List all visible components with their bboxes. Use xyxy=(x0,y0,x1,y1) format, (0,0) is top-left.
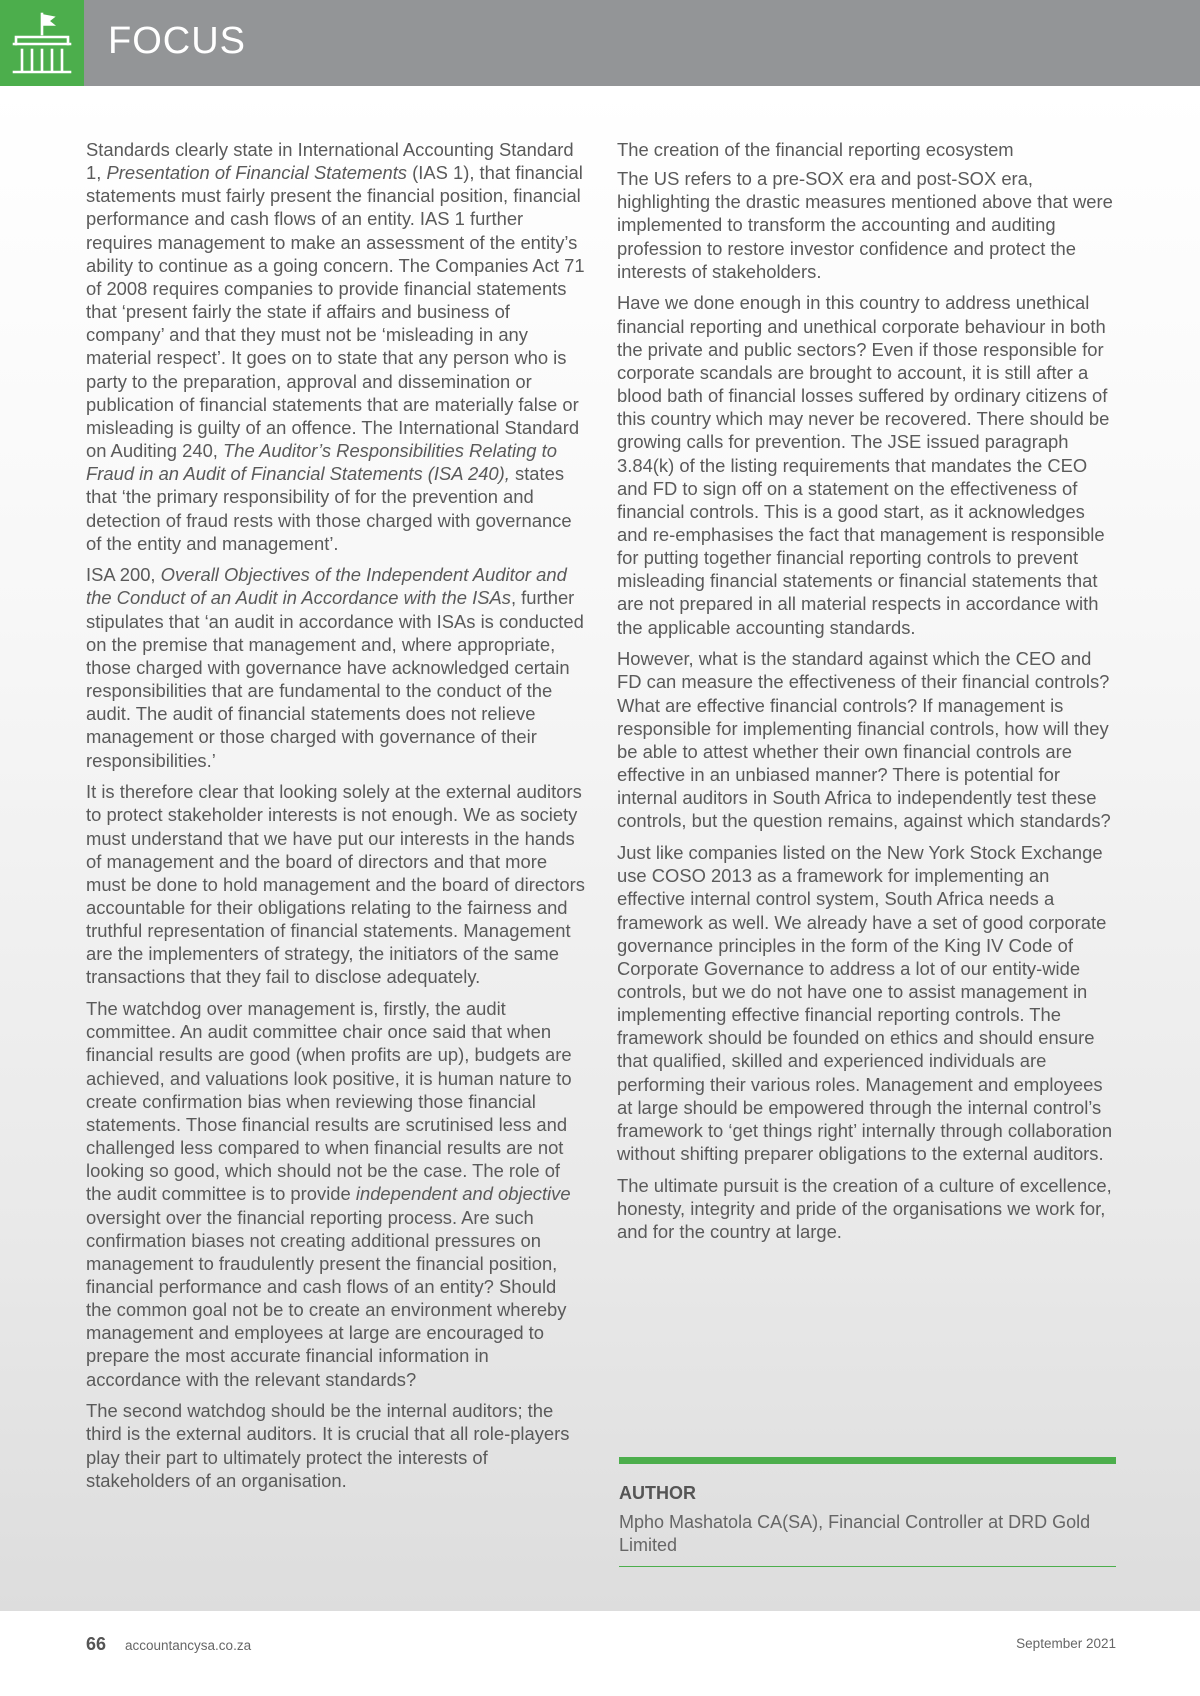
paragraph: Have we done enough in this country to address unethical financial reporting and unethical corporate behaviour in both the private and public sectors? Even if those responsible for corporate scandals are brought to account, it is still after a blood bath of financial losses suffered by ordinary citizens of this country which may never be recovered. There should be growing calls for prevention. The JSE issued paragraph 3.84(k) of the listing requirements that mandates the CEO and FD to sign off on a statement on the effectiveness of financial controls. This is a good start, as it acknowledges and re-emphasises the fact that management is responsible for putting together financial reporting controls to prevent misleading financial statements or financial statements that are not prepared in all material respects in accordance with the applicable accounting standards. xyxy=(617,292,1110,638)
paragraph: Standards clearly state in International Accounting Standard 1, Presentation of Financial Statements (IAS 1), that financial statements must fairly present the financial position, financial performance and cash flows of an entity. IAS 1 further requires management to make an assessment of the entity’s ability to continue as a going concern. The Companies Act 71 of 2008 requires companies to provide financial statements that ‘present fairly the state if affairs and business of company’ and that they must not be ‘misleading in any material respect’. It goes on to state that any person who is party to the preparation, approval and dissemination or publication of financial statements that are materially false or misleading is guilty of an offence. The International Standard on Auditing 240, The Auditor’s Responsibilities Relating to Fraud in an Audit of Financial Statements (ISA 240), states that ‘the primary responsibility of for the prevention and detection of fraud rests with those charged with governance of the entity and management’. xyxy=(86,139,585,554)
website-link: accountancysa.co.za xyxy=(125,1638,252,1653)
page-footer xyxy=(0,1611,1200,1696)
paragraph: ISA 200, Overall Objectives of the Independent Auditor and the Conduct of an Audit in Accordance with the ISAs, further stipulates that ‘an audit in accordance with ISAs is conducted on the premise that management and, where appropriate, those charged with governance have acknowledged certain responsibilities that are fundamental to the conduct of the audit. The audit of financial statements does not relieve management or those charged with governance of their responsibilities.’ xyxy=(86,564,584,771)
paragraph: The US refers to a pre-SOX era and post-SOX era, highlighting the drastic measures mentioned above that were implemented to transform the accounting and auditing profession to restore investor confidence and protect the interests of stakeholders. xyxy=(617,168,1113,282)
subheading: The creation of the financial reporting ecosystem xyxy=(617,139,1014,160)
building-flag-icon xyxy=(10,10,74,76)
section-title: FOCUS xyxy=(108,20,246,62)
section-header xyxy=(0,0,1200,86)
author-bio: Mpho Mashatola CA(SA), Financial Controller at DRD Gold Limited xyxy=(619,1512,1091,1555)
author-divider-top xyxy=(619,1457,1116,1464)
paragraph: The second watchdog should be the internal auditors; the third is the external auditors. It is crucial that all role-players play their part to ultimately protect the interests of stakeholders of an organisation. xyxy=(86,1400,570,1491)
paragraph: It is therefore clear that looking solely at the external auditors to protect stakeholder interests is not enough. We as society must understand that we have put our interests in the hands of management and the board of directors and that more must be done to hold management and the board of directors accountable for their obligations relating to the fairness and truthful representation of financial statements. Management are the implementers of strategy, the initiators of the same transactions that they fail to disclose adequately. xyxy=(86,781,585,988)
paragraph: The ultimate pursuit is the creation of a culture of excellence, honesty, integrity and pride of the organisations we work for, and for the country at large. xyxy=(617,1174,1112,1243)
section-logo xyxy=(0,0,84,86)
article-column-left xyxy=(86,138,586,1500)
paragraph: The watchdog over management is, firstly, the audit committee. An audit committee chair once said that when financial results are good (when profits are up), budgets are achieved, and valuations look positive, it is human nature to create confirmation bias when reviewing those financial statements. Those financial results are scrutinised less and challenged less compared to when financial results are not looking so good, which should not be the case. The role of the audit committee is to provide independent and objective oversight over the financial reporting process. Are such confirmation biases not creating additional pressures on management to fraudulently present the financial position, financial performance and cash flows of an entity? Should the common goal not be to create an environment whereby management and employees at large are encouraged to prepare the most accurate financial information in accordance with the relevant standards? xyxy=(86,998,572,1390)
author-divider-bottom xyxy=(619,1566,1116,1567)
paragraph: Just like companies listed on the New York Stock Exchange use COSO 2013 as a framework for implementing an effective internal control system, South Africa needs a framework as well. We already have a set of good corporate governance principles in the form of the King IV Code of Corporate Governance to address a lot of our entity-wide controls, but we do not have one to assist management in implementing effective financial reporting controls. The framework should be founded on ethics and should ensure that qualified, skilled and experienced individuals are performing their various roles. Management and employees at large should be empowered through the internal control’s framework to ‘get things right’ internally through collaboration without shifting preparer obligations to the external auditors. xyxy=(617,842,1113,1165)
paragraph: However, what is the standard against which the CEO and FD can measure the effectiveness of their financial controls? What are effective financial controls? If management is responsible for implementing financial controls, how will they be able to attest whether their own financial controls are effective in an unbiased manner? There is potential for internal auditors in South Africa to independently test these controls, but the question remains, against which standards? xyxy=(617,648,1111,832)
author-label: AUTHOR xyxy=(619,1483,696,1503)
article-column-right xyxy=(617,138,1117,1252)
issue-date: September 2021 xyxy=(1016,1636,1116,1651)
page-number: 66 xyxy=(86,1634,107,1654)
